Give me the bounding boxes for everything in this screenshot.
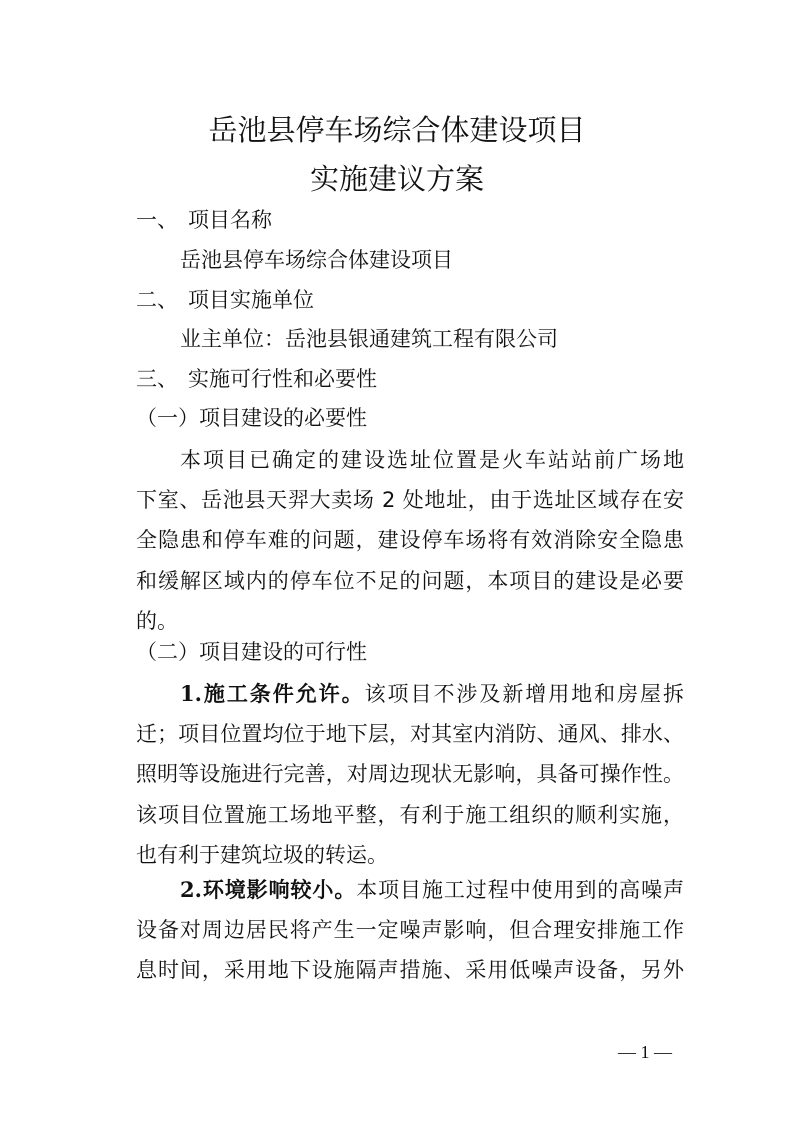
section-heading-3	[136, 364, 377, 394]
paragraph-line	[136, 870, 684, 910]
paragraph-line: 息时间，采用地下设施隔声措施、采用低噪声设备，另外	[136, 958, 684, 983]
section-title: 项目实施单位	[188, 288, 314, 312]
item-bold-label: 施工条件允许。	[201, 682, 365, 706]
document-subtitle: 实施建议方案	[309, 162, 484, 196]
section-heading-2	[136, 285, 314, 315]
page-number: — 1 —	[618, 1042, 672, 1062]
subsection-heading-1: （一）项目建设的必要性	[136, 406, 367, 430]
paragraph-line: 的。	[136, 608, 178, 633]
paragraph-item-2	[136, 870, 684, 991]
paragraph-line: 和缓解区域内的停车位不足的问题，本项目的建设是必要	[136, 568, 684, 593]
section-title: 项目名称	[188, 208, 272, 232]
paragraph-necessity	[136, 440, 684, 641]
paragraph-item-1	[136, 674, 684, 875]
item-text: 本项目施工过程中使用到的高噪声	[356, 878, 685, 902]
paragraph-line	[136, 674, 684, 714]
section-content-2: 业主单位：岳池县银通建筑工程有限公司	[180, 327, 558, 351]
paragraph-line: 下室、岳池县天羿大卖场 2 处地址，由于选址区域存在安	[136, 488, 684, 513]
section-title: 实施可行性和必要性	[188, 367, 377, 391]
section-content-1: 岳池县停车场综合体建设项目	[180, 248, 453, 272]
section-number: 二、	[136, 288, 178, 312]
paragraph-line: 本项目已确定的建设选址位置是火车站站前广场地	[180, 448, 684, 472]
section-number: 三、	[136, 367, 178, 391]
subsection-heading-2: （二）项目建设的可行性	[136, 640, 367, 664]
paragraph-line: 也有利于建筑垃圾的转运。	[136, 842, 388, 867]
paragraph-line: 全隐患和停车难的问题，建设停车场将有效消除安全隐患	[136, 528, 684, 553]
section-number: 一、	[136, 208, 178, 232]
item-number: 2.	[180, 877, 202, 902]
item-number: 1.	[180, 681, 202, 706]
paragraph-line: 照明等设施进行完善，对周边现状无影响，具备可操作性。	[136, 762, 684, 787]
section-heading-1	[136, 205, 272, 235]
document-title: 岳池县停车场综合体建设项目	[208, 113, 586, 147]
paragraph-line: 迁；项目位置均位于地下层，对其室内消防、通风、排水、	[136, 722, 684, 747]
paragraph-line: 该项目位置施工场地平整，有利于施工组织的顺利实施，	[136, 802, 684, 827]
paragraph-line: 设备对周边居民将产生一定噪声影响，但合理安排施工作	[136, 918, 684, 943]
item-text: 该项目不涉及新增用地和房屋拆	[364, 682, 685, 706]
item-bold-label: 环境影响较小。	[201, 878, 357, 902]
